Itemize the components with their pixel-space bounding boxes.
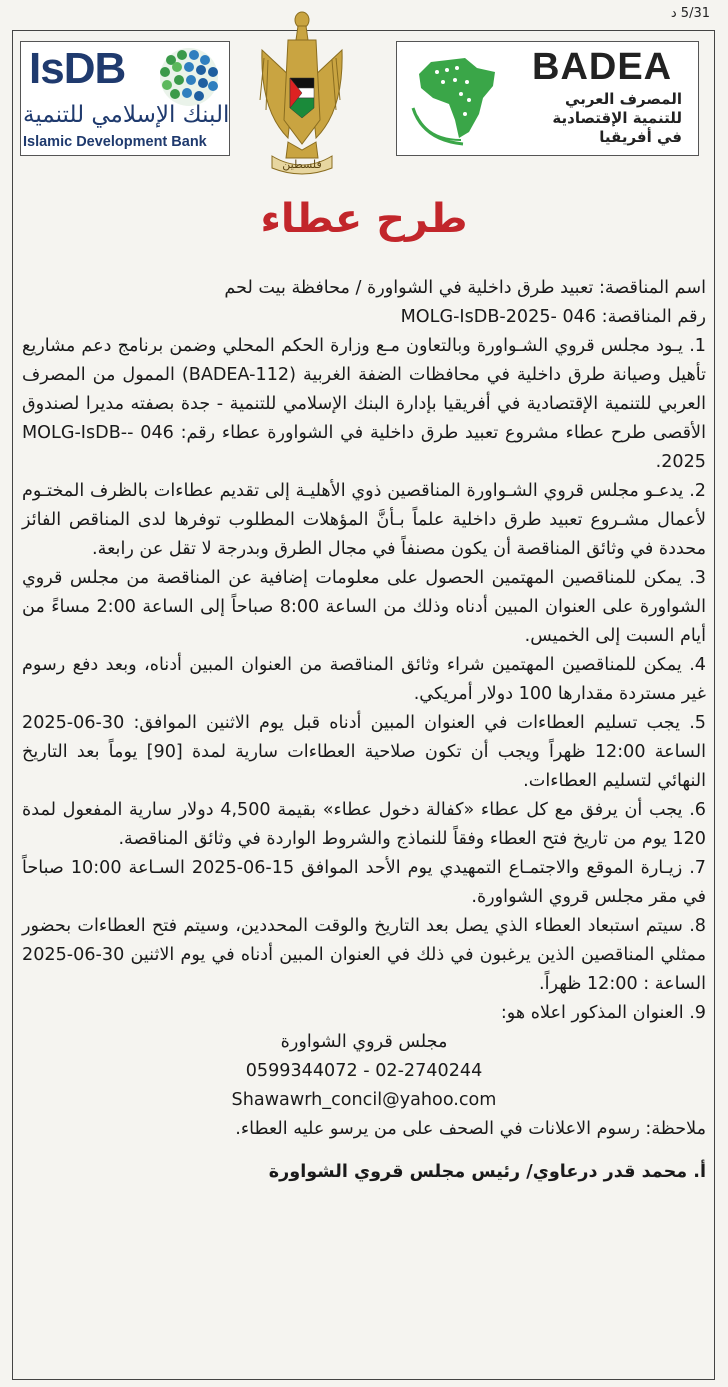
signature: أ. محمد قدر درعاوي/ رئيس مجلس قروي الشواورة bbox=[268, 1162, 706, 1182]
isdb-logo bbox=[20, 41, 230, 156]
africa-map-icon bbox=[403, 48, 513, 148]
tender-name: اسم المناقصة: تعبيد طرق داخلية في الشواورة / محافظة بيت لحم bbox=[224, 278, 706, 298]
tender-body bbox=[22, 274, 706, 1187]
badea-name-line-2: للتنمية الإقتصادية bbox=[552, 109, 682, 127]
palestine-eagle-emblem bbox=[258, 10, 346, 178]
reference-number: 5/31 د bbox=[670, 6, 710, 21]
isdb-globe-icon bbox=[151, 46, 227, 108]
badea-name-line-1: المصرف العربي bbox=[565, 90, 682, 108]
emblem-caption: فلسطين bbox=[282, 158, 322, 171]
tender-item-2: 2. يدعـو مجلس قروي الشـواورة المناقصين ذوي الأهليـة إلى تقديم عطاءات بالظرف المختـوم لأعمال مشـروع تعبيد طرق داخلية علماً بـأنَّ المؤهلات المطلوب توفرها لدى المناقص الفائز محددة في وثائق المناقصة أن يكون مصنفاً في مجال الطرق وبدرجة لا تقل عن رابعة. bbox=[22, 481, 706, 559]
tender-item-6: 6. يجب أن يرفق مع كل عطاء «كفالة دخول عطاء» بقيمة 4,500 دولار سارية المفعول لمدة 120 يوم من تاريخ فتح العطاء وفقاً للنماذج والشروط الواردة في وثائق المناقصة. bbox=[22, 800, 706, 849]
tender-item-4: 4. يمكن للمناقصين المهتمين شراء وثائق المناقصة من العنوان المبين أدناه، وبعد دفع رسوم غير مستردة مقدارها 100 دولار أمريكي. bbox=[22, 655, 706, 704]
tender-item-1: 1. يـود مجلس قروي الشـواورة وبالتعاون مـع وزارة الحكم المحلي وضمن برنامج دعم مشاريع تأهيل وصيانة طرق داخلية في محافظات الضفة الغربية (BADEA-112) الممول من المصرف العربي للتنمية الإقتصادية في أفريقيا بإدارة البنك الإسلامي للتنمية - جدة بصفته مديرا لصندوق الأقصى طرح عطاء مشروع تعبيد طرق داخلية في الشواورة عطاء رقم: 046 -MOLG-IsDB-2025. bbox=[22, 336, 706, 472]
tender-item-7: 7. زيـارة الموقع والاجتمـاع التمهيدي يوم الأحد الموافق 15-06-2025 السـاعة 10:00 صباحاً في مقر مجلس قروي الشواورة. bbox=[22, 858, 706, 907]
badea-logo bbox=[396, 41, 699, 156]
isdb-name-arabic: البنك الإسلامي للتنمية bbox=[23, 102, 230, 128]
address-phones: 02-2740244 - 0599344072 bbox=[245, 1061, 483, 1081]
badea-name-line-3: في أفريقيا bbox=[599, 128, 682, 146]
isdb-name-english: Islamic Development Bank bbox=[23, 134, 207, 150]
badea-wordmark: BADEA bbox=[532, 46, 673, 88]
tender-item-5: 5. يجب تسليم العطاءات في العنوان المبين أدناه قبل يوم الاثنين الموافق: 30-06-2025 الساعة 12:00 ظهراً ويجب أن تكون صلاحية العطاءات سارية لمدة [90] يوماً بعد التاريخ النهائي لتسليم العطاءات. bbox=[22, 713, 706, 791]
isdb-wordmark: IsDB bbox=[29, 44, 126, 93]
address-email: Shawawrh_concil@yahoo.com bbox=[231, 1090, 497, 1110]
page-title: طرح عطاء bbox=[260, 196, 468, 242]
address-council: مجلس قروي الشواورة bbox=[280, 1032, 448, 1052]
tender-number: رقم المناقصة: 046 -MOLG-IsDB-2025 bbox=[400, 307, 706, 327]
badea-name-arabic bbox=[522, 90, 682, 147]
tender-item-9: 9. العنوان المذكور اعلاه هو: bbox=[500, 1003, 706, 1023]
tender-item-3: 3. يمكن للمناقصين المهتمين الحصول على معلومات إضافية عن المناقصة من مجلس قروي الشواورة على العنوان المبين أدناه وذلك من الساعة 8:00 صباحاً إلى الساعة 2:00 مساءً من أيام السبت إلى الخميس. bbox=[22, 568, 706, 646]
tender-item-8: 8. سيتم استبعاد العطاء الذي يصل بعد التاريخ والوقت المحددين، وسيتم فتح العطاءات بحضور ممثلي المناقصين الذين يرغبون في ذلك في العنوان المبين أدناه في يوم الاثنين 30-06-2025 الساعة : 12:00 ظهراً. bbox=[22, 916, 706, 994]
note: ملاحظة: رسوم الاعلانات في الصحف على من يرسو عليه العطاء. bbox=[235, 1119, 706, 1139]
